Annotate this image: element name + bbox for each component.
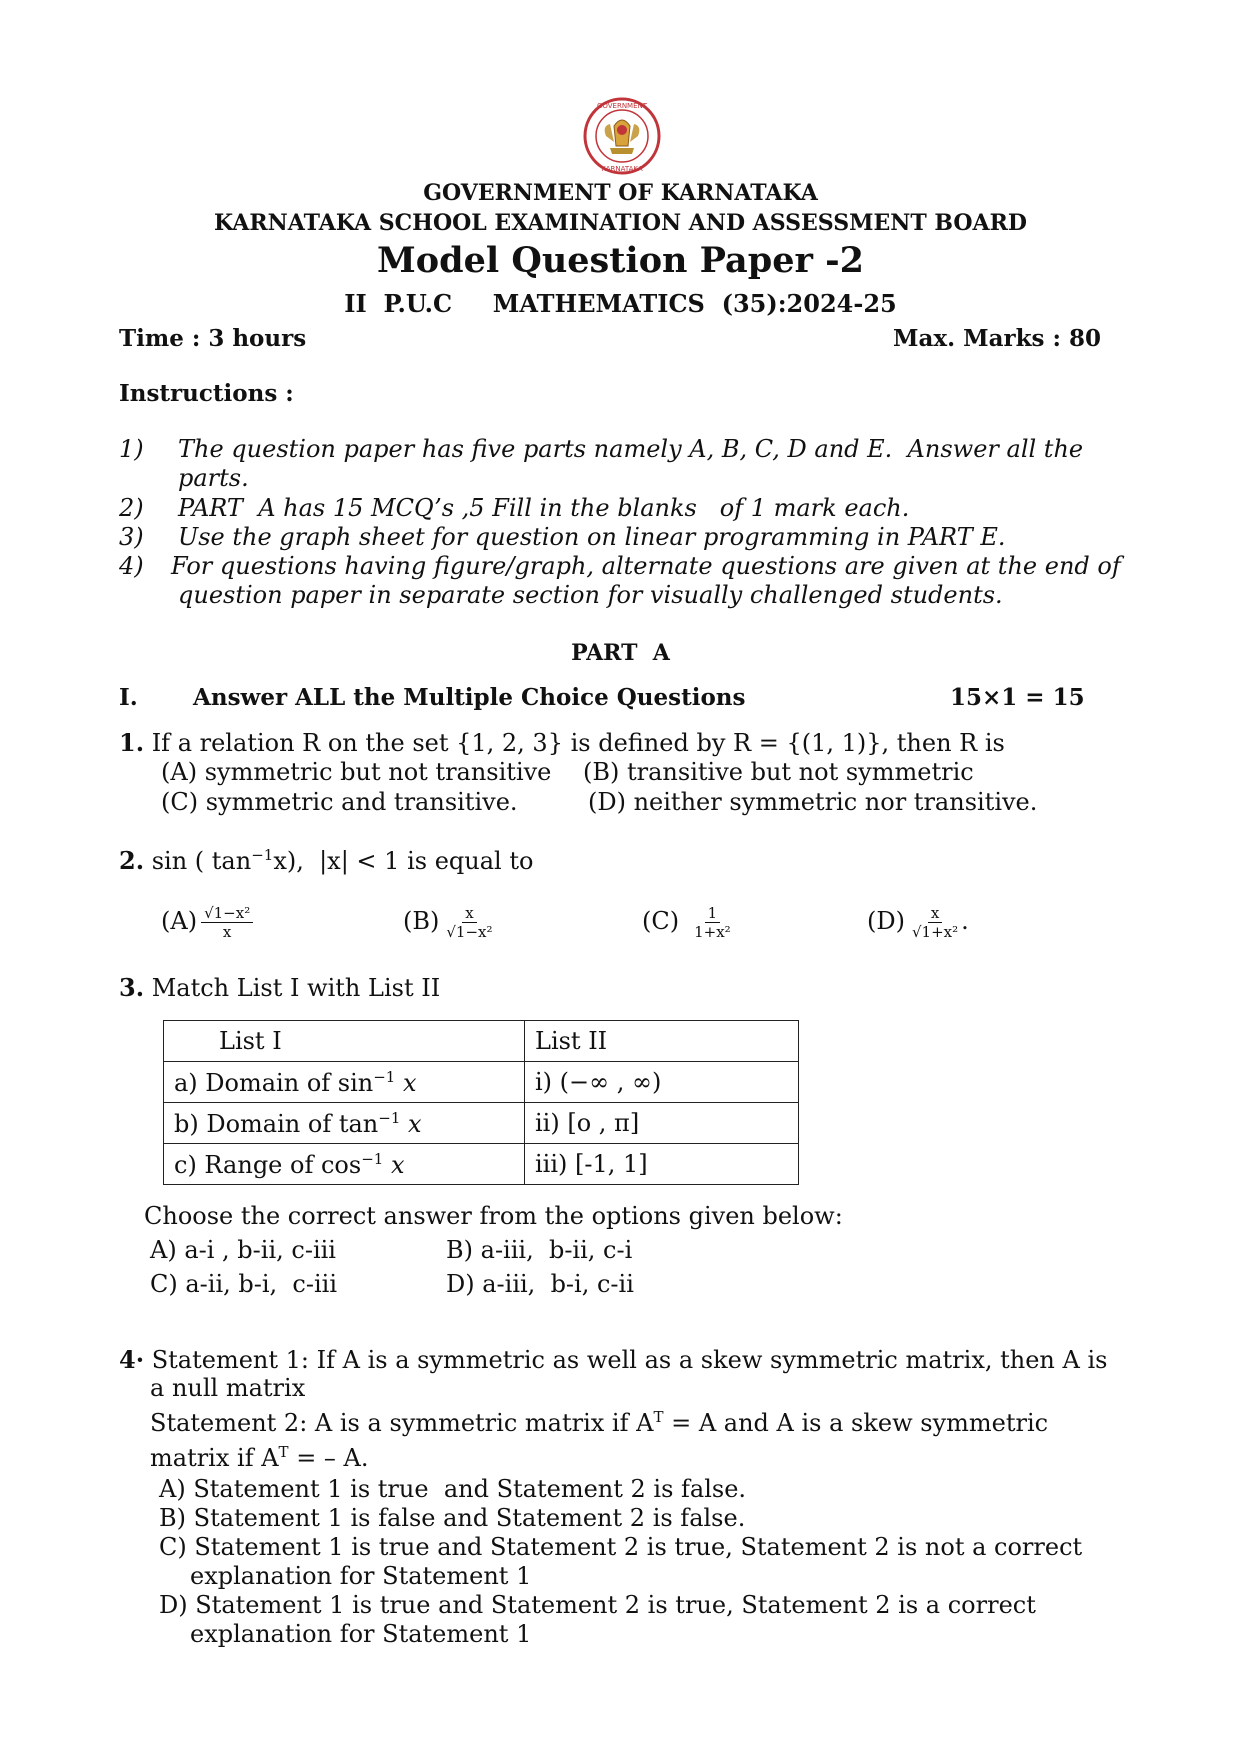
header-line1: GOVERNMENT OF KARNATAKA [423, 180, 818, 206]
q1-option-c: (C) symmetric and transitive. [161, 788, 518, 816]
table-cell: i) (−∞ , ∞) [525, 1062, 799, 1103]
instruction-text-1: The question paper has five parts namely A, B, C, D and E. Answer all the [178, 435, 1084, 463]
instruction-text-3: Use the graph sheet for question on linear programming in PART E. [178, 523, 1006, 551]
question-4-num: 4 [119, 1345, 136, 1374]
table-row [164, 1103, 799, 1144]
statement2-line2: matrix if A [150, 1444, 279, 1472]
question-2-stem-pre: sin ( tan [151, 847, 252, 875]
q1-option-d: (D) neither symmetric nor transitive. [588, 788, 1038, 816]
q3-option-d: D) a-iii, b-i, c-ii [446, 1270, 634, 1298]
q2-c-numerator: 1 [705, 904, 721, 923]
page-title: Model Question Paper -2 [377, 240, 864, 281]
instruction-num-4: 4) [119, 552, 144, 580]
instruction-text-4b: question paper in separate section for visually challenged students. [178, 581, 1003, 609]
karnataka-seal [572, 96, 672, 176]
question-3-text: Match List I with List II [151, 974, 441, 1002]
q2-option-d [867, 904, 969, 941]
instruction-text-1b: parts. [178, 464, 249, 492]
q4-option-a: A) Statement 1 is true and Statement 2 is false. [159, 1475, 747, 1503]
q4-option-c2: explanation for Statement 1 [190, 1562, 532, 1590]
statement2-text-b: = A and A is a skew symmetric [663, 1409, 1049, 1437]
question-4: 4· Statement 1: If A is a symmetric as well as a skew symmetric matrix, then A is [119, 1345, 1108, 1374]
question-4-statement1: Statement 1: If A is a symmetric as well as a skew symmetric matrix, then A is [151, 1346, 1108, 1374]
table-row [164, 1144, 799, 1185]
part-a-heading: PART A [571, 640, 670, 666]
table-row [164, 1021, 799, 1062]
time-allowed: Time : 3 hours [119, 325, 307, 352]
svg-text:GOVERNMENT: GOVERNMENT [596, 102, 648, 110]
q3-choose-text: Choose the correct answer from the options given below: [144, 1202, 843, 1230]
q2-a-denominator: x [222, 923, 232, 941]
q2-d-denominator: √1+x² [911, 923, 959, 941]
subject-name: MATHEMATICS (35):2024-25 [492, 289, 897, 318]
question-4-statement2 [150, 1408, 1048, 1437]
subject-line [0, 289, 1241, 318]
header-line2: KARNATAKA SCHOOL EXAMINATION AND ASSESSMENT BOARD [214, 210, 1027, 236]
q3-option-c: C) a-ii, b-i, c-iii [150, 1270, 337, 1298]
row-b-sup: −1 [378, 1108, 401, 1127]
section-num: I. [119, 684, 138, 711]
q2-option-b-label: (B) [403, 907, 440, 935]
table-row [164, 1062, 799, 1103]
q1-option-a: (A) symmetric but not transitive [161, 758, 552, 786]
max-marks: Max. Marks : 80 [893, 325, 1101, 352]
statement2-line2-b: = – A. [288, 1444, 369, 1472]
table-cell [164, 1062, 525, 1103]
instruction-num-2: 2) [119, 494, 144, 522]
table-cell: ii) [o , π] [525, 1103, 799, 1144]
instruction-text-2: PART A has 15 MCQ’s ,5 Fill in the blanks of 1 mark each. [178, 494, 910, 522]
subject-class: II P.U.C [344, 289, 453, 318]
q2-b-denominator: √1−x² [446, 923, 493, 941]
q4-option-b: B) Statement 1 is false and Statement 2 is false. [159, 1504, 746, 1532]
question-1-text: If a relation R on the set {1, 2, 3} is defined by R = {(1, 1)}, then R is [151, 729, 1005, 757]
row-c-text: c) Range of cos [174, 1150, 362, 1179]
question-3-num: 3 [119, 973, 136, 1002]
table-header-list1: List I [164, 1021, 525, 1062]
q2-c-denominator: 1+x² [694, 923, 731, 941]
q3-option-b: B) a-iii, b-ii, c-i [446, 1236, 633, 1264]
statement2-sup2: T [278, 1443, 289, 1461]
svg-text:KARNATAKA: KARNATAKA [601, 165, 643, 173]
q4-option-c: C) Statement 1 is true and Statement 2 is true, Statement 2 is not a correct [159, 1533, 1083, 1561]
q2-d-tail: . [961, 907, 969, 935]
question-2-stem-post: x), |x| < 1 is equal to [273, 847, 534, 875]
table-cell [164, 1144, 525, 1185]
question-4-statement2b [150, 1443, 369, 1472]
question-2-sup: −1 [251, 846, 274, 864]
row-c-var: x [383, 1150, 405, 1179]
q4-option-d: D) Statement 1 is true and Statement 2 is true, Statement 2 is a correct [159, 1591, 1036, 1619]
row-b-var: x [400, 1109, 422, 1138]
q1-option-b: (B) transitive but not symmetric [583, 758, 974, 786]
q2-option-c-label: (C) [642, 907, 680, 935]
statement2-sup: T [653, 1408, 664, 1426]
q2-option-c [642, 904, 734, 941]
row-b-text: b) Domain of tan [174, 1109, 379, 1138]
q2-d-numerator: x [928, 904, 942, 923]
q3-option-a: A) a-i , b-ii, c-iii [150, 1236, 336, 1264]
table-header-list2: List II [525, 1021, 799, 1062]
q2-option-a [161, 904, 253, 941]
row-c-sup: −1 [361, 1149, 384, 1168]
table-cell: iii) [-1, 1] [525, 1144, 799, 1185]
q2-a-numerator: √1−x² [201, 904, 253, 923]
instructions-heading: Instructions : [119, 380, 294, 407]
match-table [163, 1020, 799, 1185]
table-cell [164, 1103, 525, 1144]
instruction-text-4: For questions having figure/graph, alternate questions are given at the end of [171, 552, 1121, 580]
question-3: 3. Match List I with List II [119, 973, 441, 1002]
q2-option-a-label: (A) [161, 907, 198, 935]
statement2-label: Statement 2 [150, 1409, 300, 1437]
row-a-var: x [395, 1068, 417, 1097]
question-2: 2. sin ( $\tan^{-1}x$), |x| < 1 is equal to [119, 846, 534, 875]
statement2-text: : A is a symmetric matrix if A [299, 1409, 654, 1437]
question-2-num: 2 [119, 846, 136, 875]
q4-option-d2: explanation for Statement 1 [190, 1620, 532, 1648]
section-marks: 15×1 = 15 [950, 684, 1085, 711]
q2-option-b [403, 904, 496, 941]
section-title: Answer ALL the Multiple Choice Questions [193, 684, 746, 711]
row-a-text: a) Domain of sin [174, 1068, 374, 1097]
question-1-num: 1 [119, 728, 136, 757]
q2-b-numerator: x [462, 904, 476, 923]
instruction-num-3: 3) [119, 523, 144, 551]
question-1: 1. If a relation R on the set {1, 2, 3} is defined by R = {(1, 1)}, then R is [119, 728, 1005, 757]
q2-option-d-label: (D) [867, 907, 905, 935]
instruction-num-1: 1) [119, 435, 144, 463]
row-a-sup: −1 [373, 1067, 396, 1086]
question-4-statement1b: a null matrix [150, 1374, 306, 1402]
